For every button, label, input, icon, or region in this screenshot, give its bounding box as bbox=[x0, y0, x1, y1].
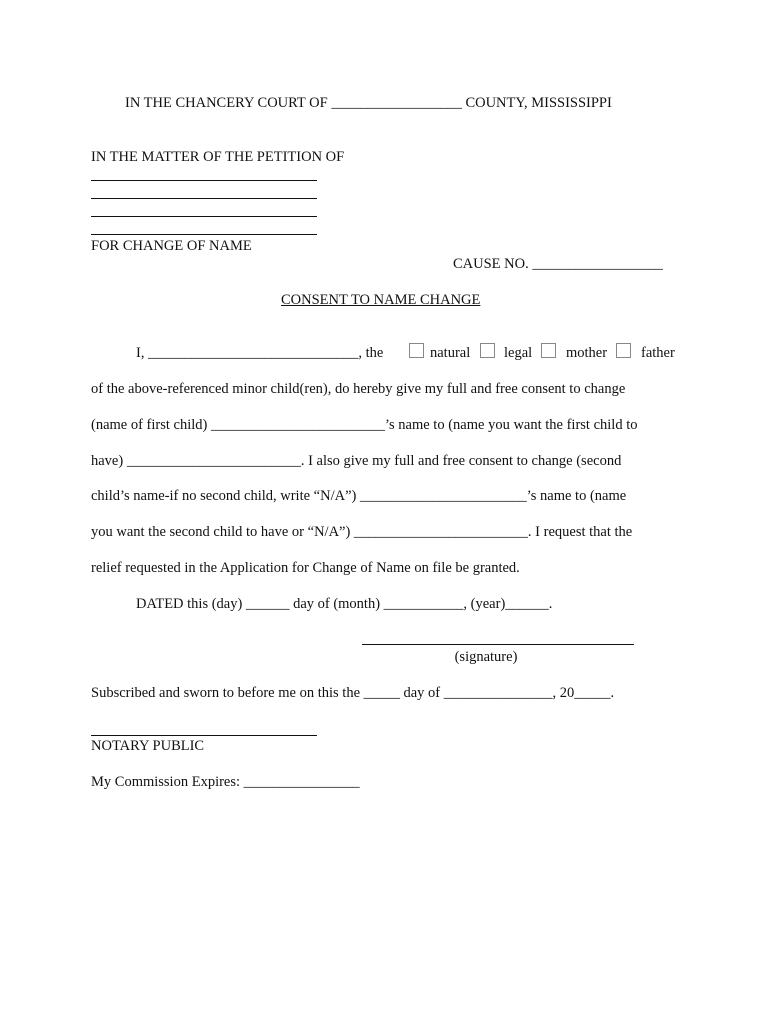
consent-line-5: child’s name-if no second child, write “N/A”) _______________________’s name to (name bbox=[91, 488, 627, 504]
consent-line-3: (name of first child) ________________________’s name to (name you want the first child to bbox=[91, 417, 638, 433]
consent-line-2: of the above-referenced minor child(ren), do hereby give my full and free consent to change bbox=[91, 381, 626, 397]
petitioner-name-line-4[interactable] bbox=[91, 234, 317, 235]
dated-line: DATED this (day) ______ day of (month) ___________, (year)______. bbox=[136, 596, 553, 612]
notary-public-label: NOTARY PUBLIC bbox=[91, 738, 205, 754]
commission-expires: My Commission Expires: ________________ bbox=[91, 774, 360, 790]
sworn-statement: Subscribed and sworn to before me on this the _____ day of _______________, 20_____. bbox=[91, 685, 615, 701]
consent-line-4: have) ________________________. I also give my full and free consent to change (second bbox=[91, 453, 622, 469]
signature-label: (signature) bbox=[454, 649, 518, 665]
consent-line-7: relief requested in the Application for Change of Name on file be granted. bbox=[91, 560, 520, 576]
petitioner-name-line-2[interactable] bbox=[91, 198, 317, 199]
mother-checkbox[interactable] bbox=[541, 343, 556, 358]
signature-line[interactable] bbox=[362, 644, 634, 645]
notary-signature-line[interactable] bbox=[91, 735, 317, 736]
legal-label: legal bbox=[504, 345, 533, 361]
document-title: CONSENT TO NAME CHANGE bbox=[281, 292, 481, 308]
petitioner-name-line-3[interactable] bbox=[91, 216, 317, 217]
mother-label: mother bbox=[566, 345, 608, 361]
consent-intro: I, _____________________________, the bbox=[136, 345, 384, 361]
natural-checkbox[interactable] bbox=[409, 343, 424, 358]
consent-line-6: you want the second child to have or “N/A”) ________________________. I request that the bbox=[91, 524, 633, 540]
court-heading: IN THE CHANCERY COURT OF __________________ COUNTY, MISSISSIPPI bbox=[125, 95, 612, 111]
petitioner-name-line-1[interactable] bbox=[91, 180, 317, 181]
natural-label: natural bbox=[430, 345, 471, 361]
legal-checkbox[interactable] bbox=[480, 343, 495, 358]
father-checkbox[interactable] bbox=[616, 343, 631, 358]
father-label: father bbox=[641, 345, 675, 361]
cause-number: CAUSE NO. __________________ bbox=[453, 256, 663, 272]
petition-heading: IN THE MATTER OF THE PETITION OF bbox=[91, 149, 345, 165]
change-of-name-label: FOR CHANGE OF NAME bbox=[91, 238, 252, 254]
